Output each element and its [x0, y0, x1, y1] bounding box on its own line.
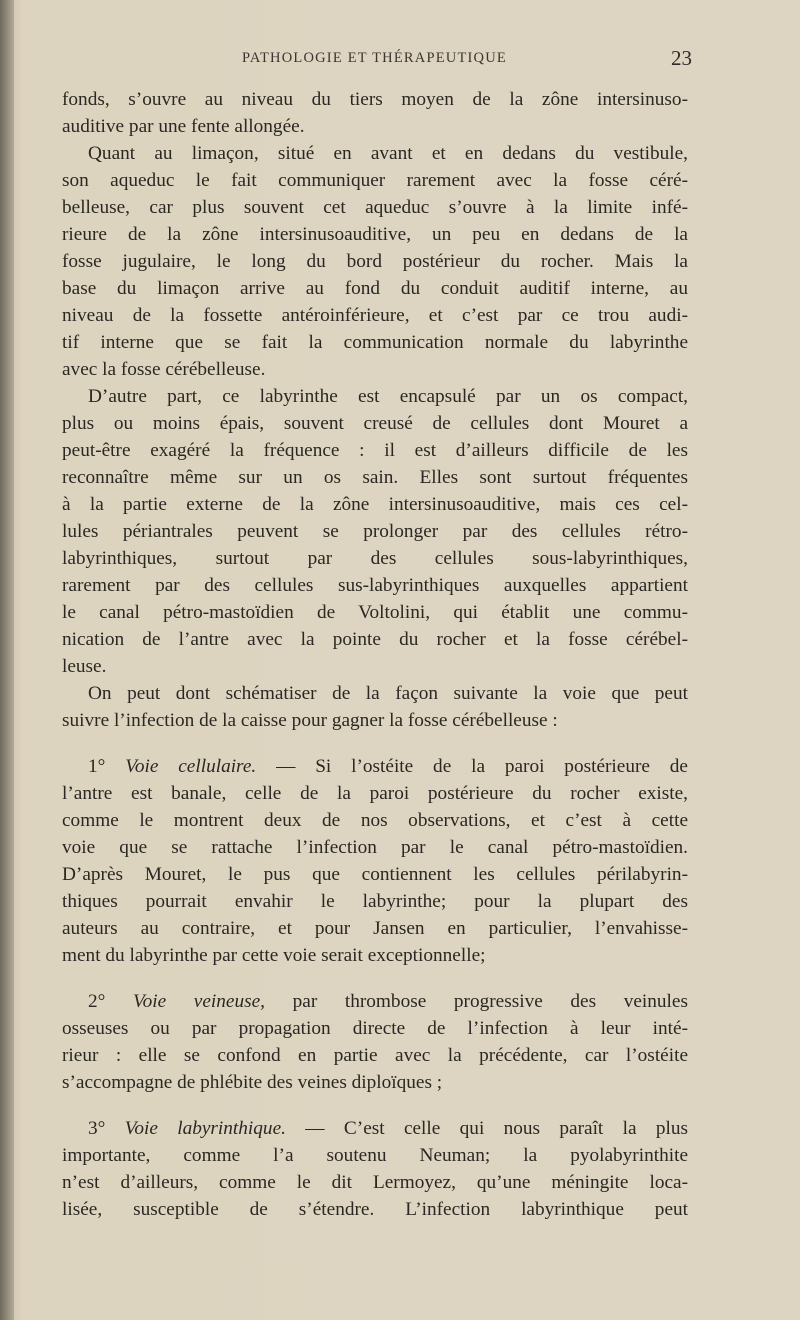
text-line: leuse.	[62, 656, 107, 677]
book-spine-shadow	[0, 0, 14, 1320]
text-line: belleuse, car plus souvent cet aqueduc s’ouvre à la limite infé-	[62, 197, 688, 218]
item-title: Voie labyrinthique.	[124, 1118, 286, 1139]
running-title: PATHOLOGIE ET THÉRAPEUTIQUE	[242, 50, 507, 66]
text-line	[62, 753, 688, 780]
spacer	[62, 969, 688, 988]
item-first-line-rest: par thrombose progressive des veinules	[292, 991, 688, 1012]
paragraph-3	[62, 383, 688, 680]
page-number: 23	[671, 46, 692, 70]
text-line: base du limaçon arrive au fond du conduit auditif interne, au	[62, 278, 688, 299]
text-line: fonds, s’ouvre au niveau du tiers moyen de la zône intersinuso-	[62, 89, 688, 110]
text-line: son aqueduc le fait communiquer rarement avec la fosse céré-	[62, 170, 688, 191]
page-header	[62, 46, 692, 74]
body-text	[62, 86, 688, 1223]
text-line: fosse jugulaire, le long du bord postérieur du rocher. Mais la	[62, 251, 688, 272]
text-line: ment du labyrinthe par cette voie serait exceptionnelle;	[62, 945, 486, 966]
text-line: lisée, susceptible de s’étendre. L’infection labyrinthique peut	[62, 1199, 688, 1220]
text-line: D’après Mouret, le pus que contiennent les cellules périlabyrin-	[62, 864, 688, 885]
text-line: Quant au limaçon, situé en avant et en dedans du vestibule,	[88, 143, 688, 164]
text-line	[62, 1115, 688, 1142]
item-voie-cellulaire	[62, 753, 688, 969]
text-line	[62, 988, 688, 1015]
text-line: tif interne que se fait la communication normale du labyrinthe	[62, 332, 688, 353]
text-line: lules périantrales peuvent se prolonger par des cellules rétro-	[62, 521, 688, 542]
text-line: suivre l’infection de la caisse pour gagner la fosse cérébelleuse :	[62, 710, 558, 731]
paragraph-4	[62, 680, 688, 734]
item-title: Voie veineuse,	[132, 991, 265, 1012]
text-line: avec la fosse cérébelleuse.	[62, 359, 266, 380]
text-line: comme le montrent deux de nos observations, et c’est à cette	[62, 810, 688, 831]
item-first-line-rest: — Si l’ostéite de la paroi postérieure de	[276, 756, 688, 777]
text-line: osseuses ou par propagation directe de l’infection à leur inté-	[62, 1018, 688, 1039]
text-line: n’est d’ailleurs, comme le dit Lermoyez, qu’une méningite loca-	[62, 1172, 688, 1193]
text-line: On peut dont schématiser de la façon suivante la voie que peut	[88, 683, 688, 704]
item-voie-labyrinthique	[62, 1115, 688, 1223]
item-number: 1°	[88, 756, 106, 777]
spacer	[62, 1096, 688, 1115]
text-line: rieure de la zône intersinusoauditive, un peu en dedans de la	[62, 224, 688, 245]
text-line: à la partie externe de la zône intersinusoauditive, mais ces cel-	[62, 494, 688, 515]
text-line: rieur : elle se confond en partie avec la précédente, car l’ostéite	[62, 1045, 688, 1066]
paragraph-2	[62, 140, 688, 383]
item-title: Voie cellulaire.	[125, 756, 257, 777]
item-voie-veineuse	[62, 988, 688, 1096]
text-line: l’antre est banale, celle de la paroi postérieure du rocher existe,	[62, 783, 688, 804]
text-line: plus ou moins épais, souvent creusé de cellules dont Mouret a	[62, 413, 688, 434]
text-line: peut-être exagéré la fréquence : il est d’ailleurs difficile de les	[62, 440, 688, 461]
text-line: s’accompagne de phlébite des veines diploïques ;	[62, 1072, 443, 1093]
text-line: voie que se rattache l’infection par le canal pétro-mastoïdien.	[62, 837, 688, 858]
text-line: auditive par une fente allongée.	[62, 116, 305, 137]
text-line: rarement par des cellules sus-labyrinthiques auxquelles appartient	[62, 575, 688, 596]
text-line: D’autre part, ce labyrinthe est encapsulé par un os compact,	[88, 386, 688, 407]
text-line: labyrinthiques, surtout par des cellules sous-labyrinthiques,	[62, 548, 688, 569]
text-line: importante, comme l’a soutenu Neuman; la pyolabyrinthite	[62, 1145, 688, 1166]
item-number: 2°	[88, 991, 106, 1012]
text-line: auteurs au contraire, et pour Jansen en particulier, l’envahisse-	[62, 918, 688, 939]
item-number: 3°	[88, 1118, 106, 1139]
text-line: nication de l’antre avec la pointe du rocher et la fosse cérébel-	[62, 629, 688, 650]
spacer	[62, 734, 688, 753]
paragraph-1	[62, 86, 688, 140]
text-line: niveau de la fossette antéroinférieure, et c’est par ce trou audi-	[62, 305, 688, 326]
text-line: le canal pétro-mastoïdien de Voltolini, qui établit une commu-	[62, 602, 688, 623]
item-first-line-rest: — C’est celle qui nous paraît la plus	[305, 1118, 688, 1139]
text-line: reconnaître même sur un os sain. Elles sont surtout fréquentes	[62, 467, 688, 488]
text-line: thiques pourrait envahir le labyrinthe; pour la plupart des	[62, 891, 688, 912]
